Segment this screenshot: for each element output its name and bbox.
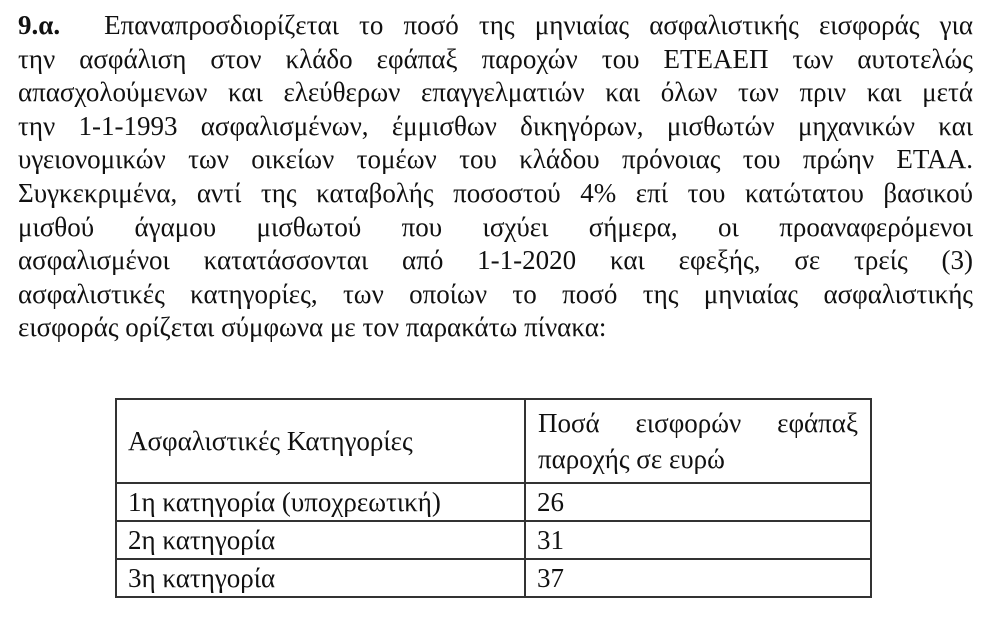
- amount-cell: 26: [525, 483, 871, 521]
- table-header-row: [116, 399, 871, 483]
- paragraph-number: 9.α.: [18, 10, 61, 40]
- paragraph-line-8: ασφαλισμένοι κατατάσσονται από 1-1-2020 και εφεξής, σε τρείς (3): [18, 245, 973, 276]
- table-row: [116, 483, 871, 521]
- paragraph-line-3: απασχολούμενων και ελεύθερων επαγγελματιών και όλων των πριν και μετά: [18, 77, 973, 108]
- header-contribution-amounts-line-2: παροχής σε ευρώ: [538, 444, 725, 474]
- article-paragraph: [18, 9, 973, 345]
- category-cell: 1η κατηγορία (υποχρεωτική): [116, 483, 525, 521]
- contribution-table: [115, 398, 872, 598]
- amount-cell: 37: [525, 559, 871, 597]
- paragraph-line-2: την ασφάλιση στον κλάδο εφάπαξ παροχών του ΕΤΕΑΕΠ των αυτοτελώς: [18, 43, 973, 74]
- paragraph-line-10: εισφοράς ορίζεται σύμφωνα με τον παρακάτω πίνακα:: [18, 312, 607, 343]
- paragraph-line-4: την 1-1-1993 ασφαλισμένων, έμμισθων δικηγόρων, μισθωτών μηχανικών και: [18, 110, 973, 141]
- amount-cell: 31: [525, 521, 871, 559]
- header-insurance-categories: Ασφαλιστικές Κατηγορίες: [116, 399, 525, 483]
- header-contribution-amounts-line-1: Ποσά εισφορών εφάπαξ: [538, 408, 858, 438]
- category-cell: 3η κατηγορία: [116, 559, 525, 597]
- paragraph-line-9: ασφαλιστικές κατηγορίες, των οποίων το ποσό της μηνιαίας ασφαλιστικής: [18, 278, 973, 309]
- paragraph-line-1: [18, 9, 973, 43]
- table-row: [116, 521, 871, 559]
- paragraph-line-7: μισθού άγαμου μισθωτού που ισχύει σήμερα, οι προαναφερόμενοι: [18, 211, 973, 242]
- paragraph-line-1-text: Επαναπροσδιορίζεται το ποσό της μηνιαίας ασφαλιστικής εισφοράς για: [104, 10, 973, 40]
- table-row: [116, 559, 871, 597]
- category-cell: 2η κατηγορία: [116, 521, 525, 559]
- paragraph-line-5: υγειονομικών των οικείων τομέων του κλάδου πρόνοιας του πρώην ΕΤΑΑ.: [18, 144, 973, 175]
- header-contribution-amounts: [525, 399, 871, 483]
- paragraph-line-6: Συγκεκριμένα, αντί της καταβολής ποσοστού 4% επί του κατώτατου βασικού: [18, 177, 973, 208]
